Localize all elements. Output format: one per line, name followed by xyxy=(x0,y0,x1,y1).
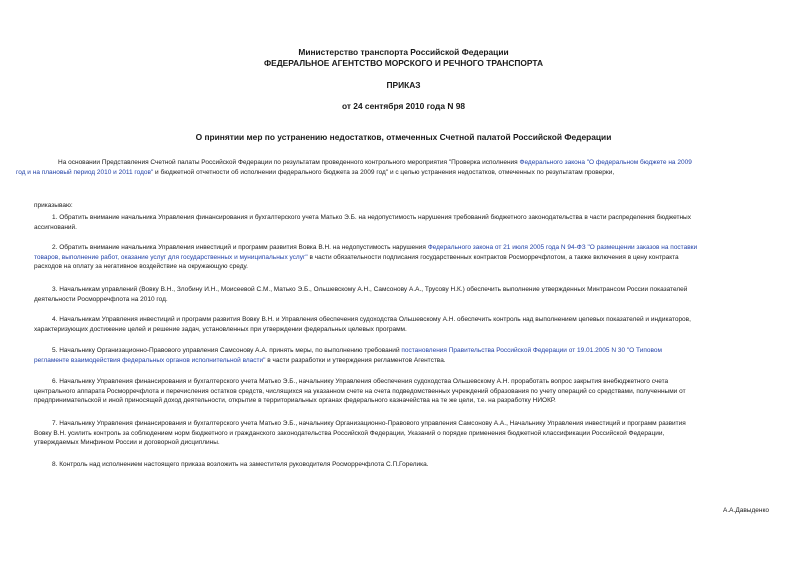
item-2-text-1: 2. Обратить внимание начальника Управления инвестиций и программ развития Вовка В.Н. на недопустимость нарушения xyxy=(52,244,428,251)
item-4-line-1: 4. Начальникам Управления инвестиций и программ развития Вовку В.Н. и Управления обеспечения судоходства Ольшевскому А.Н. обеспечить контроль над выполнением целевых показателей и индикаторов, xyxy=(52,316,691,323)
item-6-line-3: предпринимательской и иной приносящей доход деятельности, открытие в территориальных органах федерального казначейства на те же цели, т.е. на разработку НИОКР. xyxy=(34,397,556,405)
item-1-line-2: ассигнований. xyxy=(34,223,77,231)
item-3-line-2: деятельности Росморречфлота на 2010 год. xyxy=(34,295,168,303)
item-5-text-1: 5. Начальнику Организационно-Правового управления Самсонову А.А. принять меры, по выполнению требований xyxy=(52,347,402,354)
agency-title: ФЕДЕРАЛЬНОЕ АГЕНТСТВО МОРСКОГО И РЕЧНОГО ТРАНСПОРТА xyxy=(263,58,544,68)
intro-text-1: На основании Представления Счетной палаты Российской Федерации по результатам проведенного контрольного мероприятия "Проверка исполнения xyxy=(58,159,520,166)
document-subject: О принятии мер по устранению недостатков, отмеченных Счетной палатой Российской Федерации xyxy=(195,132,612,142)
item-8-line-1: 8. Контроль над исполнением настоящего приказа возложить на заместителя руководителя Росморречфлота С.П.Горелика. xyxy=(52,461,429,468)
government-resolution-link[interactable]: постановления Правительства Российской Федерации от 19.01.2005 N 30 "О Типовом xyxy=(401,347,662,354)
order-item-6 xyxy=(34,377,768,406)
item-4-line-2: характеризующих достижение целей и решение задач, установленных при утверждении федеральных целевых программ. xyxy=(34,325,407,333)
item-7-line-3: утверждаемых Минфином России и договорной дисциплины. xyxy=(34,439,220,447)
order-item-4 xyxy=(34,315,768,334)
signature: А.А.Давыденко xyxy=(723,507,769,514)
item-6-line-1: 6. Начальнику Управления финансирования и бухгалтерского учета Матько Э.Б., начальнику Управления обеспечения судоходства Ольшевскому А.Н. проработать вопрос закрытия внебюджетного счета xyxy=(52,378,669,385)
order-item-7 xyxy=(34,419,768,448)
intro-paragraph xyxy=(16,158,768,177)
order-word: приказываю: xyxy=(34,202,73,209)
order-item-8 xyxy=(34,460,768,470)
item-2-text-2: в части обязательности подписания государственных контрактов Росморречфлотом, а также включения в цену контракта xyxy=(307,253,679,261)
budget-law-link-cont[interactable]: год и на плановый период 2010 и 2011 годов" xyxy=(16,168,154,176)
ministry-title: Министерство транспорта Российской Федерации xyxy=(298,47,509,57)
order-item-5 xyxy=(34,346,768,365)
item-1-line-1: 1. Обратить внимание начальника Управления финансирования и бухгалтерского учета Матько Э.Б. на недопустимость нарушения требований бюджетного законодательства в части распределения бюджетных xyxy=(52,214,691,221)
item-7-line-1: 7. Начальнику Управления финансирования и бухгалтерского учета Матько Э.Б., начальнику Организационно-Правового управления Самсонову А.А., Начальнику Управления инвестиций и программ развития xyxy=(52,420,686,427)
order-item-1 xyxy=(34,213,768,232)
order-item-2 xyxy=(34,243,768,272)
order-item-3 xyxy=(34,285,768,304)
item-7-line-2: Вовку В.Н. усилить контроль за соблюдением норм бюджетного и гражданского законодательства Российской Федерации, Указаний о порядке применения бюджетной классификации Российской Федерации, xyxy=(34,429,665,437)
item-3-line-1: 3. Начальникам управлений (Вовку В.Н., Злобину И.Н., Моисеевой С.М., Матько Э.Б., Ольшевскому А.Н., Самсонову А.А., Трусову Н.К.) обеспечить выполнение утвержденных Минтрансом России показателей xyxy=(52,286,688,293)
item-6-line-2: центрального аппарата Росморречфлота и перечисления остатков средств, числящихся на указанном счете на счета подведомственных учреждений образования по учету операций со средствами, полученными от xyxy=(34,387,686,395)
procurement-law-link[interactable]: Федерального закона от 21 июля 2005 года N 94-ФЗ "О размещении заказов на поставки xyxy=(427,244,698,251)
procurement-law-link-cont[interactable]: товаров, выполнение работ, оказание услуг для государственных и муниципальных услуг" xyxy=(34,253,308,261)
intro-text-2: и бюджетной отчетности об исполнении федерального бюджета за 2009 год" и с целью устранения недостатков, отмеченных по результатам проверки, xyxy=(153,168,615,176)
document-type: ПРИКАЗ xyxy=(386,80,421,90)
government-resolution-link-cont[interactable]: регламенте взаимодействия федеральных органов исполнительной власти" xyxy=(34,356,266,364)
item-5-text-2: в части разработки и утверждения регламентов Агентства. xyxy=(265,356,446,364)
budget-law-link[interactable]: Федерального закона "О федеральном бюджете на 2009 xyxy=(519,159,692,166)
document-date-number: от 24 сентября 2010 года N 98 xyxy=(341,101,466,111)
item-2-line-3: расходов на оплату за негативное воздействие на окружающую среду. xyxy=(34,263,248,271)
